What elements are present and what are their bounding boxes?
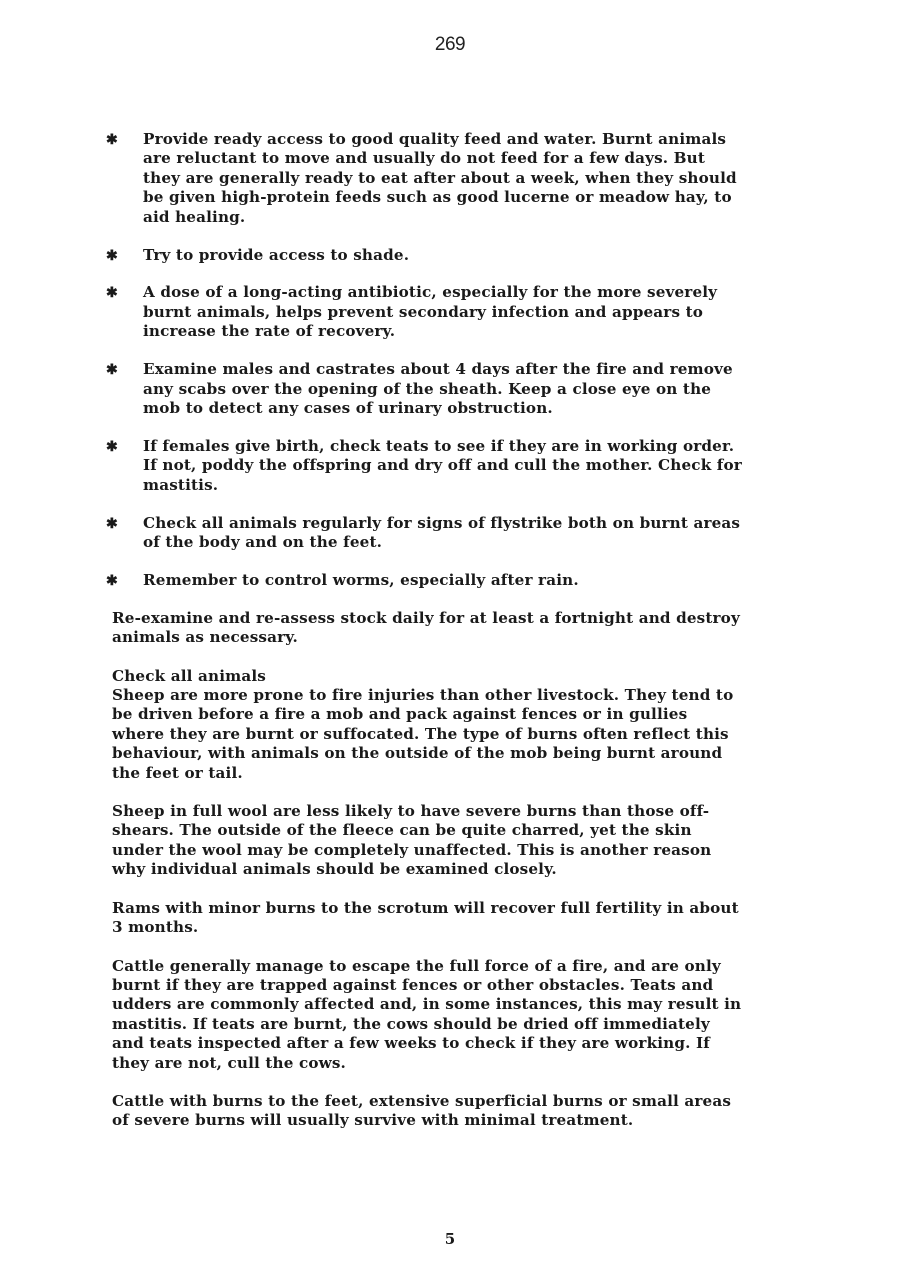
bullet-star-icon: ✱	[106, 132, 118, 148]
bullet-item	[104, 246, 744, 265]
bullet-star-icon: ✱	[106, 285, 118, 302]
reexamine-paragraph: Re-examine and re-assess stock daily for at least a fortnight and destroy animals as necessary.	[112, 608, 740, 647]
bullet-item	[104, 130, 744, 227]
sheep-wool-paragraph: Sheep in full wool are less likely to have severe burns than those off-shears. The outside of the fleece can be quite charred, yet the skin under the wool may be completely unaffected. This is another reason why individual animals should be examined closely.	[112, 802, 712, 879]
bullet-item	[104, 283, 744, 341]
section-heading: Check all animals	[112, 666, 266, 685]
bullet-star-icon: ✱	[106, 515, 118, 532]
page-number-bottom: 5	[444, 1230, 456, 1248]
bullet-star-icon: ✱	[106, 438, 118, 455]
bullet-text: A dose of a long-acting antibiotic, especially for the more severely burnt animals, helps prevent secondary infection and appears to increase the rate of recovery.	[143, 283, 718, 341]
bullet-item	[104, 514, 744, 553]
page-number-top: 269	[434, 34, 466, 55]
bullet-text: Check all animals regularly for signs of flystrike both on burnt areas of the body and on the feet.	[143, 513, 741, 551]
bullet-text: If females give birth, check teats to see if they are in working order. If not, poddy the offspring and dry off and cull the mother. Check for mastitis.	[143, 436, 742, 494]
bullet-item	[104, 571, 744, 590]
cattle-burns-paragraph: Cattle with burns to the feet, extensive superficial burns or small areas of severe burns will usually survive with minimal treatment.	[112, 1091, 732, 1130]
rams-paragraph: Rams with minor burns to the scrotum will recover full fertility in about 3 months.	[112, 898, 739, 937]
care-bullet-list	[104, 130, 744, 590]
bullet-text: Provide ready access to good quality feed and water. Burnt animals are reluctant to move and usually do not feed for a few days. But they are generally ready to eat after about a week, when they should be given high-protein feeds such as good lucerne or meadow hay, to aid healing.	[143, 130, 737, 226]
bullet-text: Remember to control worms, especially after rain.	[143, 570, 579, 589]
bullet-item	[104, 437, 744, 495]
bullet-text: Try to provide access to shade.	[143, 245, 410, 264]
bullet-star-icon: ✱	[106, 247, 118, 264]
document-body	[104, 130, 744, 1150]
bullet-item	[104, 360, 744, 418]
bullet-star-icon: ✱	[106, 572, 118, 589]
sheep-injury-paragraph: Sheep are more prone to fire injuries than other livestock. They tend to be driven before a fire a mob and pack against fences or in gullies where they are burnt or suffocated. The type of burns often reflect this behaviour, with animals on the outside of the mob being burnt around the feet or tail.	[112, 686, 734, 782]
cattle-paragraph: Cattle generally manage to escape the full force of a fire, and are only burnt if they are trapped against fences or other obstacles. Teats and udders are commonly affected and, in some instances, this may result in mastitis. If teats are burnt, the cows should be dried off immediately and teats inspected after a few weeks to check if they are working. If they are not, cull the cows.	[112, 956, 742, 1072]
bullet-star-icon: ✱	[106, 362, 118, 379]
bullet-text: Examine males and castrates about 4 days after the fire and remove any scabs over the opening of the sheath. Keep a close eye on the mob to detect any cases of urinary obstruction.	[143, 360, 733, 417]
